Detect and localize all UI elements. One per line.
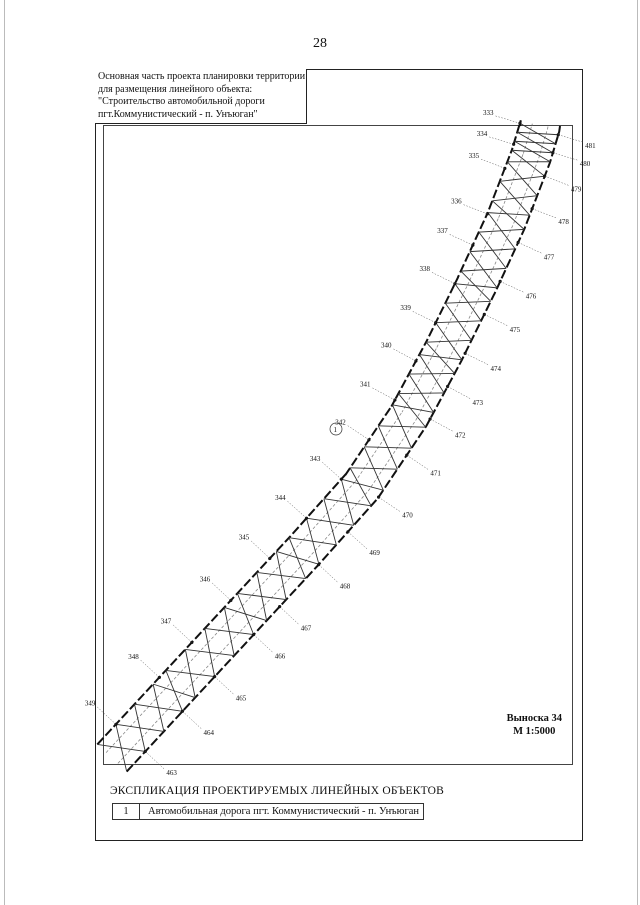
leader-line xyxy=(448,386,471,398)
scan-edge-right xyxy=(637,0,638,905)
leader-line xyxy=(372,388,395,400)
point-label: 334 xyxy=(476,129,488,138)
leader-line xyxy=(348,532,367,549)
point-label: 467 xyxy=(300,624,312,633)
leader-line xyxy=(212,583,231,601)
leader-line xyxy=(319,565,338,583)
leader-line xyxy=(500,281,524,292)
hatch-line xyxy=(135,704,146,751)
leader-line xyxy=(173,625,192,643)
point-label: 474 xyxy=(490,364,501,373)
leader-line xyxy=(449,234,473,245)
legend-item-number: 1 xyxy=(113,804,140,819)
leader-line xyxy=(393,349,416,361)
hatch-line xyxy=(520,123,556,143)
boundary-point xyxy=(503,167,506,170)
hatch-line xyxy=(479,232,506,268)
scan-edge-left xyxy=(4,0,5,905)
callout-block xyxy=(507,712,562,738)
point-label: 465 xyxy=(235,694,247,703)
leader-line xyxy=(254,635,273,653)
leader-line xyxy=(182,711,201,729)
leader-line xyxy=(518,242,542,253)
hatch-line xyxy=(166,670,183,711)
point-label: 468 xyxy=(339,582,351,591)
point-label: 342 xyxy=(335,418,346,427)
point-label: 475 xyxy=(509,325,521,334)
point-label: 470 xyxy=(402,511,413,520)
hatch-line xyxy=(419,355,462,360)
hatch-line xyxy=(237,593,253,634)
leader-line xyxy=(432,272,455,283)
hatch-line xyxy=(324,499,336,545)
point-label: 478 xyxy=(558,218,569,227)
boundary-point xyxy=(181,710,184,713)
hatch-line xyxy=(116,724,127,771)
point-label: 335 xyxy=(468,151,480,160)
point-label: 477 xyxy=(543,253,555,262)
hatch-line xyxy=(341,479,383,490)
point-label: 472 xyxy=(455,431,466,440)
leader-line xyxy=(481,159,505,168)
hatch-line xyxy=(500,181,530,215)
leader-line xyxy=(251,541,270,559)
leader-line xyxy=(532,209,556,218)
point-label: 338 xyxy=(419,265,431,274)
hatch-line xyxy=(515,141,551,161)
leader-line xyxy=(215,677,234,695)
hatch-line xyxy=(341,479,353,525)
leader-line xyxy=(379,497,401,511)
boundary-point xyxy=(557,133,560,136)
road-inner-line-left xyxy=(106,124,532,753)
boundary-point xyxy=(114,723,117,726)
title-line-3: "Строительство автомобильной дороги xyxy=(98,96,265,107)
hatch-line xyxy=(461,271,491,301)
point-label: 341 xyxy=(359,380,371,389)
leader-line xyxy=(484,314,507,325)
point-label: 343 xyxy=(309,454,321,463)
point-label: 337 xyxy=(437,227,448,236)
hatch-line xyxy=(426,342,455,373)
page-number: 28 xyxy=(313,36,327,51)
object-marker-label: 1 xyxy=(333,426,337,434)
point-label: 346 xyxy=(199,575,211,584)
legend-row xyxy=(112,803,424,820)
boundary-point xyxy=(229,599,232,602)
point-label: 473 xyxy=(472,398,484,407)
point-label: 340 xyxy=(380,341,392,350)
boundary-point xyxy=(278,605,281,608)
legend-item-text: Автомобильная дорога пгт. Коммунистический - п. Унъюган xyxy=(148,806,420,817)
leader-line xyxy=(280,607,299,625)
hatch-line xyxy=(153,684,164,731)
boundary-point xyxy=(252,633,255,636)
point-label: 480 xyxy=(579,160,591,169)
point-label: 339 xyxy=(400,304,411,313)
leader-line xyxy=(463,204,487,213)
leader-line xyxy=(412,311,435,322)
leader-line xyxy=(407,455,429,469)
point-label: 479 xyxy=(570,185,582,194)
leader-line xyxy=(545,176,569,185)
point-label: 464 xyxy=(203,728,215,737)
leader-line xyxy=(489,137,514,144)
legend-title: ЭКСПЛИКАЦИЯ ПРОЕКТИРУЕМЫХ ЛИНЕЙНЫХ ОБЪЕКТОВ xyxy=(110,785,445,797)
leader-line xyxy=(430,419,453,431)
point-label: 336 xyxy=(451,197,462,206)
boundary-point xyxy=(518,122,521,125)
hatch-line xyxy=(488,213,530,216)
hatch-line xyxy=(517,132,553,152)
hatch-line xyxy=(306,518,318,564)
point-label: 349 xyxy=(84,699,96,708)
point-label: 345 xyxy=(238,533,250,542)
point-label: 469 xyxy=(369,549,380,558)
leader-line xyxy=(287,501,306,518)
callout-title: Выноска 34 xyxy=(506,713,562,724)
point-label: 344 xyxy=(275,493,286,502)
point-label: 347 xyxy=(160,617,172,626)
boundary-point xyxy=(317,563,320,566)
point-label: 333 xyxy=(483,108,494,117)
boundary-point xyxy=(531,207,534,210)
hatch-line xyxy=(470,252,497,288)
title-line-4: пгт.Коммунистический - п. Унъюган" xyxy=(98,108,258,120)
point-label: 481 xyxy=(585,142,596,151)
hatch-line xyxy=(289,538,306,579)
boundary-point xyxy=(543,175,546,178)
title-block xyxy=(95,69,307,124)
point-label: 466 xyxy=(274,652,286,661)
point-label: 476 xyxy=(525,292,537,301)
title-line-1: Основная часть проекта планировки территории xyxy=(98,71,306,82)
boundary-point xyxy=(158,676,161,679)
leader-line xyxy=(465,353,488,364)
callout-scale: М 1:5000 xyxy=(513,726,556,737)
point-label: 348 xyxy=(128,652,139,661)
point-label: 463 xyxy=(166,769,177,778)
point-label: 471 xyxy=(430,469,441,478)
leader-line xyxy=(347,425,369,439)
leader-line xyxy=(322,462,341,479)
title-line-2: для размещения линейного объекта: xyxy=(98,83,253,95)
hatch-line xyxy=(455,284,497,288)
leader-line xyxy=(140,660,159,678)
